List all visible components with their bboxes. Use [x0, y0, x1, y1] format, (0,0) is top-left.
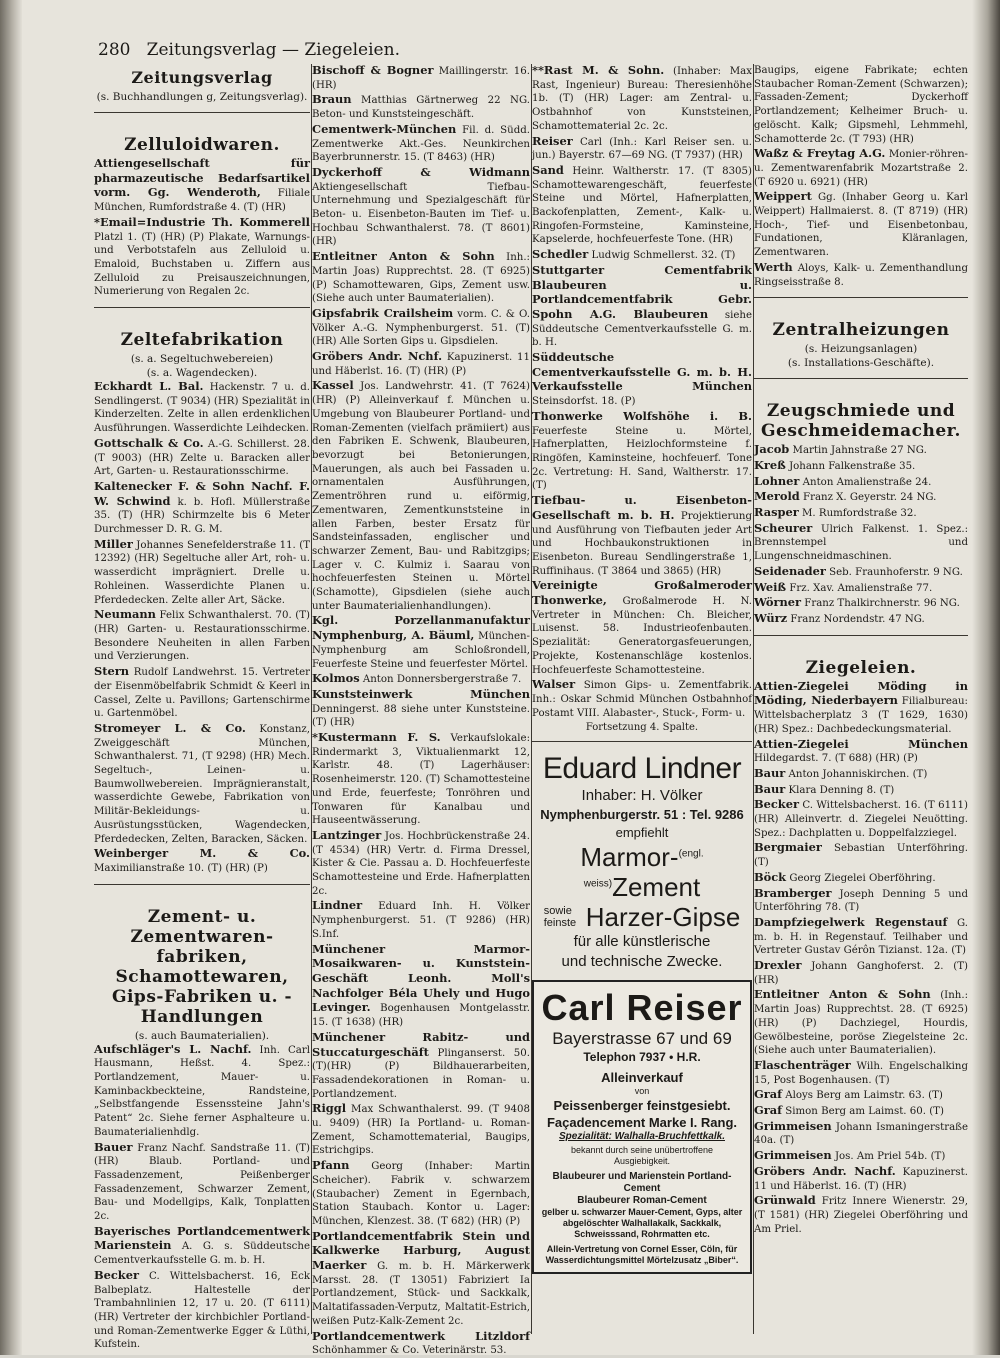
section-heading: Zeugschmiede und Geschmeidemacher.: [761, 401, 961, 442]
entry-details: Wilh. Engelschalking 15, Post Bogenhausen. (T): [754, 1060, 968, 1086]
entry-details: Projektierung und Ausführung von Tiefbauten jeder Art und Hochbaukonstruktionen in Eisenbeton. Bureau Sendlingerstraße 1, Ruffinihaus. (T 3864 und 3865) (HR): [532, 510, 752, 577]
entry-details: Inh. Carl Hausmann, Heßst. 4. Spez.: Portlandzement, Mauer- u. Kaminbackbeckteine, Randsteine, „Selbstfangende Essenssteine Jahn's Patent“ 2c. Siehe ferner Asphalteure u. Baumaterialienhdlg.: [94, 1044, 310, 1138]
entry-details: Schönhammer & Co. Veterinärstr. 53.: [312, 1345, 507, 1357]
entry-details: G. m. b. H. Märkerwerk Marsst. 28. (T 13051) Fabriziert Ia Portlandzement, Stück- und Sackkalk, Maltatifassaden-Verputz, Maltatit-Estrich, weißen Putz-Kalk-Zement 2c.: [312, 1261, 530, 1327]
divider: [754, 378, 968, 379]
entry-details: Jos. Am Priel 54b. (T): [834, 1151, 946, 1163]
entry-firm-name: Scheurer: [754, 520, 813, 535]
entry-firm-name: Dampfziegelwerk Regenstauf: [754, 914, 948, 929]
entry-details: Ulrich Falkenst. 1. Spez.: Brennstempel und Lungenschneidmaschinen.: [754, 523, 968, 563]
entry-details: Johann Falkenstraße 35.: [789, 460, 916, 472]
directory-entry: [754, 190, 968, 260]
entry-details: Anton Donnersbergerstraße 7.: [362, 674, 522, 686]
directory-entry: [754, 612, 968, 627]
entry-firm-name: Reiser: [532, 133, 573, 148]
entry-details: G. m. b. H. in Regenstauf. Teilhaber und Vertreter Gustav Gérôn Tizianst. 12a. (T): [754, 917, 968, 957]
directory-entry: [754, 64, 968, 146]
page-edge: [972, 0, 1000, 1355]
entry-firm-name: Graf: [754, 1103, 783, 1118]
entry-details: Johannes Senefelderstraße 11. (T 12392) (HR) Segeltuche aller Art, roh- u. wasserdicht imprägniert. Drelle u. Rohleinen. Wasserdichte Planen u. Pferdedecken. Zelte aller Art, Säcke.: [94, 539, 310, 606]
entry-firm-name: Grünwald: [754, 1193, 816, 1208]
entry-firm-name: Stromeyer L. & Co.: [94, 720, 246, 735]
directory-entry: [312, 614, 530, 671]
entry-details: Hildegardst. 7. (T 688) (HR) (P): [754, 753, 918, 765]
entry-details: Maximilianstraße 10. (T) (HR) (P): [94, 862, 268, 874]
entry-details: Johann Ganghoferst. 2. (T) (HR): [754, 961, 968, 986]
entry-details: Maillingerstr. 16. (HR): [312, 66, 530, 91]
entry-details: (Inh.: Martin Joas) Rupprechtst. 28. (T 6925) (HR) (P) Dachziegel, Hourdis, Gewölbesteine, poröse Ziegelsteine 2c. (Siehe auch unter Baumaterialien).: [754, 990, 968, 1057]
entry-firm-name: Rasper: [754, 505, 799, 520]
entry-firm-name: Wörner: [754, 595, 801, 610]
entry-firm-name: Lantzinger: [312, 827, 382, 842]
entry-details: Klara Denning 8. (T): [788, 784, 895, 796]
entry-details: Frz. Xav. Amalienstraße 77.: [789, 582, 933, 594]
directory-entry: [312, 1031, 530, 1102]
entry-firm-name: Thonwerke Wolfshöhe i. B.: [532, 408, 752, 423]
directory-entry: [312, 123, 530, 165]
ad-harzer-row: [532, 902, 752, 932]
entry-firm-name: Jacob: [754, 442, 790, 457]
divider: [754, 635, 968, 636]
entry-firm-name: Portlandcementfabrik Stein und Kalkwerke Harburg, August Maerker: [312, 1228, 530, 1273]
directory-entry: [532, 494, 752, 578]
entry-details: Anton Johanniskirchen. (T): [788, 768, 928, 780]
ad-line: für alle künstlerische: [573, 933, 711, 951]
directory-entry: [754, 767, 968, 782]
page-number: 280: [98, 40, 131, 60]
directory-entry: [312, 672, 530, 687]
directory-entry: [532, 351, 752, 409]
section-heading: Zement- u. Zementwaren-fabriken, Schamottewaren, Gips-Fabriken u. -Handlungen: [111, 906, 293, 1027]
entry-details: Georg Ziegelei Oberföhring.: [789, 872, 936, 884]
directory-entry: [532, 579, 752, 677]
entry-firm-name: Weinberger M. & Co.: [94, 846, 310, 861]
directory-entry: [754, 596, 968, 611]
entry-details: Carl (Inh.: Karl Reiser sen. u. jun.) Bayerstr. 67—69 NG. (T 7937) (HR): [532, 136, 752, 162]
entry-details: Franz Thalkirchnerstr. 96 NG.: [804, 598, 960, 610]
ad-marmor-zement: [532, 842, 752, 902]
entry-firm-name: Stuttgarter Cementfabrik Blaubeuren u. Portlandcementfabrik Gebr. Spohn A.G. Blaubeuren: [532, 262, 752, 321]
directory-entry: [312, 166, 530, 249]
entry-details: Aktiengesellschaft Tiefbau-Unternehmung und Spezialgeschäft für Beton- u. Eisenbeton-Bauten im Tief- u. Hochbau Schwanthalerst. 78. (T 8601) (HR): [312, 181, 530, 248]
entry-firm-name: Baur: [754, 765, 786, 780]
ad-owner: Inhaber: H. Völker: [581, 787, 703, 805]
directory-entry: [312, 1102, 530, 1158]
entry-firm-name: Würz: [754, 610, 788, 625]
directory-entry: [754, 738, 968, 766]
directory-entry: [532, 264, 752, 350]
entry-firm-name: Eckhardt L. Bal.: [94, 379, 204, 394]
entry-firm-name: Gipsfabrik Crailsheim: [312, 305, 454, 320]
entry-details: A. G. s. Süddeutsche Cementverkaufsstelle G. m. b. H.: [94, 1241, 310, 1267]
directory-entry: [312, 1159, 530, 1229]
ad-firm-name: Carl Reiser: [541, 987, 743, 1029]
entry-firm-name: Entleitner Anton & Sohn: [312, 249, 495, 264]
entry-details: München-Nymphenburg am Schloßrondell, Feuerfeste Steine und feuerfester Mörtel.: [312, 631, 530, 670]
entry-details: Simon Berg am Laimst. 60. (T): [785, 1106, 944, 1118]
entry-firm-name: Grimmeisen: [754, 1148, 832, 1163]
entry-firm-name: Sand: [532, 162, 564, 177]
directory-entry: [754, 1059, 968, 1087]
ad-line: bekannt durch seine unübertroffene Ausgiebigkeit.: [571, 1145, 713, 1167]
entry-firm-name: Becker: [94, 1267, 139, 1282]
ad-specialty: Spezialität: Walhalla-Bruchfettkalk.: [559, 1131, 725, 1143]
directory-entry: [312, 943, 530, 1030]
directory-entry: [754, 475, 968, 490]
directory-entry: [754, 680, 968, 737]
entry-firm-name: Gröbers Andr. Nachf.: [754, 1163, 896, 1178]
entry-firm-name: Waßz & Freytag A.G.: [754, 146, 886, 161]
section-note: (s. Heizungsanlagen): [804, 343, 918, 356]
entry-details: Aloys, Kalk- u. Zementhandlung Ringseisstraße 8.: [754, 262, 968, 288]
entry-firm-name: Gröbers Andr. Nchf.: [312, 349, 443, 364]
entry-firm-name: Dyckerhoff & Widmann: [312, 164, 530, 179]
entry-details: (Inhaber: Max Rast, Ingenieur) Bureau: Theresienhöhe 1b. (T) (HR) Lager: am Zentral- u. Ostbahnhof von Kunststeinen, Schamottematerial 2c. 2c.: [532, 66, 752, 132]
entry-details: Platzl 1. (T) (HR) (P) Plakate, Warnungs- und Verbotstafeln aus Zelluloid u. Emaloid, Buchstaben u. Ziffern aus Zelluloid zu Preisauszeichnungen, Numerierung von Regalen 2c.: [94, 231, 310, 298]
entry-details: Aloys Berg am Laimstr. 63. (T): [785, 1090, 943, 1102]
entry-firm-name: Kassel: [312, 378, 354, 393]
ad-address: Nymphenburgerstr. 51 : Tel. 9286: [540, 807, 744, 823]
entry-details: Baugips, eigene Fabrikate; echten Staubacher Roman-Zement (Schwarzen); Fassaden-Zement; Dyckerhoff Portlandzement; Kelheimer Bruch- u. gelöscht. Kalk; Gipsmehl, Lehmmehl, Schamotterde 2c. (T 793) (HR): [754, 65, 968, 145]
directory-entry: [754, 1149, 968, 1164]
directory-entry: [754, 490, 968, 505]
directory-entry: [532, 678, 752, 720]
directory-entry: [94, 437, 310, 479]
entry-list: [94, 380, 310, 876]
divider: [94, 112, 310, 113]
running-title: Zeitungsverlag — Ziegeleien.: [146, 40, 400, 60]
directory-entry: [312, 64, 530, 92]
divider: [94, 307, 310, 308]
ad-line: Allein-Vertretung von Cornel Esser, Cöln, für Wasserdichtungsmittel Mörtelzusatz „Biber“.: [545, 1244, 739, 1266]
column-4: [754, 64, 968, 1334]
entry-firm-name: Lindner: [312, 898, 363, 913]
entry-details: Großalmerode H. N. Vertreter in München: Ch. Bleicher, Luisenst. 58. Industrieofenbauten. Spezialität: Generatorgasfeuerungen, Projekte, Kostenanschläge kostenlos. Hochfeuerfeste Schamottesteine.: [532, 596, 752, 676]
entry-firm-name: Bergmaier: [754, 840, 822, 855]
ad-telephone: Telephon 7937 • H.R.: [583, 1050, 701, 1065]
entry-details: M. Rumfordstraße 32.: [801, 508, 917, 520]
entry-details: Seb. Fraunhoferstr. 9 NG.: [829, 566, 963, 578]
entry-details: Felix Schwanthalerst. 70. (T) (HR) Garten- u. Restaurationsschirme. Besondere Neuheiten in allen Farben und Verzierungen.: [94, 610, 310, 663]
entry-firm-name: Bayerisches Portlandcementwerk Marienstein: [94, 1223, 310, 1253]
directory-entry: [754, 988, 968, 1058]
entry-details: A.-G. Schillerst. 28. (T 9003) (HR) Zelte u. Baracken aller Art, Garten- u. Restaurationsschirme.: [94, 438, 310, 478]
entry-firm-name: Portlandcementwerk Litzldorf: [312, 1328, 530, 1343]
directory-entry: [754, 798, 968, 840]
entry-firm-name: Kaltenecker F. & Sohn Nachf. F. W. Schwind: [94, 478, 310, 508]
section-heading: Zentralheizungen: [772, 320, 950, 341]
directory-entry: [754, 506, 968, 521]
entry-firm-name: Münchener Rabitz- und Stuccaturgeschäft: [312, 1029, 530, 1059]
directory-entry: [94, 538, 310, 608]
ad-marmor: Marmor-: [580, 842, 679, 873]
advertisement-lindner: [532, 748, 752, 976]
continuation-note: Fortsetzung 4. Spalte.: [585, 722, 699, 734]
section-note: (s. a. Segeltuchwebereien): [130, 353, 274, 366]
entry-firm-name: Bauer: [94, 1139, 133, 1154]
entry-firm-name: Attien-Ziegelei München: [754, 736, 968, 751]
directory-entry: [312, 93, 530, 121]
ad-line: Blaubeurer Roman-Cement: [577, 1195, 707, 1207]
entry-details: Plinganserst. 50. (T)(HR) (P) Bildhauerarbeiten, Fassadendekorationen in Roman- u. Portlandzement.: [312, 1047, 530, 1100]
running-header: [98, 40, 400, 60]
entry-list: [754, 64, 968, 289]
ad-line: Peissenberger feinstgesiebt.: [553, 1098, 731, 1114]
entry-firm-name: Baur: [754, 781, 786, 796]
directory-entry: [94, 480, 310, 537]
entry-firm-name: Münchener Marmor-Mosaikwaren- u. Kunststein-Geschäft Leonh. Moll's Nachfolger Béla Uhely und Hugo Levinger.: [312, 941, 530, 1015]
column-1: [94, 64, 310, 1351]
entry-firm-name: Pfann: [312, 1158, 350, 1173]
directory-entry: [94, 380, 310, 436]
entry-firm-name: Riggl: [312, 1101, 347, 1116]
section-note: (s. a. Wagendecken).: [146, 367, 258, 380]
directory-entry: [94, 847, 310, 875]
entry-firm-name: Süddeutsche Cementverkaufsstelle G. m. b. H. Verkaufsstelle München: [532, 350, 752, 394]
section-note: (s. Buchhandlungen g, Zeitungsverlag).: [96, 91, 308, 103]
entry-list: [754, 443, 968, 626]
entry-details: C. Wittelsbacherst. 16, Eck Balbeplatz. Haltestelle der Trambahnlinien 12, 17 u. 20. (T 6111) (HR) Vertreter der kirchbichler Portland- und Roman-Zementwerke Egger & Lüthi, Kufstein.: [94, 1270, 310, 1351]
directory-entry: [754, 261, 968, 289]
entry-firm-name: *Kustermann F. S.: [312, 730, 441, 745]
ad-line: und technische Zwecke.: [561, 953, 723, 971]
entry-firm-name: Böck: [754, 869, 787, 884]
directory-entry: [754, 959, 968, 987]
directory-entry: [312, 350, 530, 378]
entry-details: vorm. C. & O. Völker A.-G. Nymphenburgerst. 51. (T) (HR) Alle Sorten Gips u. Gipsdielen.: [312, 308, 530, 348]
entry-firm-name: Grimmeisen: [754, 1118, 832, 1133]
entry-firm-name: Seidenader: [754, 563, 826, 578]
section-note: (s. auch Baumaterialien).: [134, 1029, 270, 1042]
directory-entry: [94, 1269, 310, 1352]
book-spine: [0, 0, 22, 1355]
entry-firm-name: Weippert: [754, 189, 812, 204]
entry-details: Bogenhausen Montgelasstr. 15. (T 1638) (HR): [312, 1003, 530, 1029]
entry-details: Monier-röhren- u. Zementwarenfabrik Mozartstraße 2. (T 6920 u. 6921) (HR): [754, 149, 969, 188]
ad-address: Bayerstrasse 67 und 69: [552, 1029, 732, 1049]
column-2: [312, 63, 531, 1357]
entry-firm-name: Attiengesellschaft für pharmazeutische Bedarfsartikel vorm. Gg. Wenderoth,: [94, 156, 310, 200]
entry-details: Jos. Landwehrstr. 41. (T 7624) (HR) (P) Alleinverkauf f. München u. Umgebung von Blaubeurer Portland- und Roman-Zementen (vielfach prämiiert) aus den Fabriken E. Schwenk, Blaubeuren, bevorzugt bei Betonierungen, Mauerungen, als auch bei Fassaden u. ornamentalen Ausführungen, Zementröhren rund u. eiförmig, Zementwaren, Zementkunststeine in allen Farben, bester Ersatz für Sandsteinfassaden, englischer und schwarzer Zement, Bau- und Rabitzgips; Lager v. C. Kulmiz i. Saarau von hochfeuerfesten Steinen u. Mörtel (Schamotte), Gipsdielen (siehe auch unter Baumaterialienhandlungen).: [312, 381, 530, 612]
divider: [532, 741, 752, 742]
entry-details: Kapuzinerst. 11 und Häberlst. 16. (T) (HR): [754, 1166, 968, 1192]
entry-firm-name: Flaschenträger: [754, 1057, 851, 1072]
entry-details: Filiale München, Rumfordstraße 4. (T) (HR): [94, 188, 310, 214]
ad-firm-name: Eduard Lindner: [542, 752, 742, 786]
directory-entry: [532, 135, 752, 163]
section-heading: Zeitungsverlag: [131, 68, 273, 87]
directory-entry: [312, 250, 530, 306]
directory-entry: [754, 459, 968, 474]
entry-details: Feuerfeste Steine u. Mörtel, Hafnerplatten, Heizlochformsteine f. Ringöfen, Kaminsteine, hochfeuerf. Tone 2c. Vertretung: H. Sand, Waltherstr. 17. (T): [532, 425, 752, 492]
entry-firm-name: Braun: [312, 92, 352, 107]
directory-entry: [94, 1225, 310, 1268]
entry-firm-name: Kolmos: [312, 671, 360, 686]
advertisement-reiser: [532, 980, 752, 1274]
entry-details: Johann Ismaningerstraße 40a. (T): [754, 1121, 968, 1147]
directory-entry: [94, 216, 310, 299]
entry-details: C. Wittelsbacherst. 16. (T 6111) (HR) Alleinvertr. d. Ziegelei Neuötting. Spez.: Dachplatten u. Doppelfalzziegel.: [754, 800, 968, 839]
entry-details: Eduard Inh. H. Völker Nymphenburgerst. 51. (T 9286) (HR) S.Inf.: [312, 901, 530, 940]
entry-details: Georg (Inhaber: Martin Scheicher). Fabrik v. schwarzem (Staubacher) Zement in Egernbach, Station Staubach. Kontor u. Lager: München, Klenzest. 38. (T 682) (HR) (P): [312, 1161, 530, 1227]
directory-entry: [312, 307, 530, 349]
section-heading: Ziegeleien.: [805, 657, 917, 678]
directory-entry: [754, 1165, 968, 1193]
entry-details: Franz X. Geyerstr. 24 NG.: [803, 492, 937, 504]
ad-line: Blaubeurer und Marienstein Portland-Cement: [552, 1171, 732, 1195]
entry-firm-name: Schedler: [532, 247, 589, 262]
entry-firm-name: Drexler: [754, 958, 802, 973]
entry-details: Fil. d. Südd. Zementwerke Akt.-Ges. Neunkirchen Bayerbrunnerstr. 15. (T 8463) (HR): [312, 124, 530, 164]
ad-harzer: Harzer-Gipse: [585, 902, 741, 933]
entry-details: k. b. Hofl. Müllerstraße 35. (T) (HR) Schirmzelte bis 6 Meter Durchmesser D. R. G. M.: [94, 496, 310, 536]
directory-entry: [532, 164, 752, 247]
directory-entry: [532, 64, 752, 134]
entry-details: Heinr. Waltherstr. 17. (T 8305) Schamottewarengeschäft, feuerfeste Steine und Mörtel, Hafnerplatten, Backofenplatten, Zement-, Kalk- u. Ringofen-Formsteine, Kaminsteine, Kapselerde, hochfeuerfeste Tone. (HR): [532, 165, 752, 246]
entry-details: Rudolf Landwehrst. 15. Vertreter der Eisenmöbelfabrik Schmidt & Keerl in Cassel, Zelte u. Pavillons; Gartenschirme u. Gartenmöbel.: [94, 667, 310, 720]
directory-entry: [94, 157, 310, 215]
entry-details: Franz Nachf. Sandstraße 11. (T) (HR) Blaub. Portland- und Fassadenzement, Peißenberger Fassadenzement, Schwarzer Zement, Bau- und Modellgips, Kalk, Tonplatten 2c.: [94, 1142, 310, 1223]
ad-von: von: [634, 1086, 650, 1097]
ad-alleinverkauf: Alleinverkauf: [601, 1070, 683, 1086]
entry-firm-name: Becker: [754, 797, 799, 812]
entry-list: [754, 680, 968, 1237]
entry-firm-name: Kunststeinwerk München: [312, 686, 530, 701]
entry-details: Martin Jahnstraße 27 NG.: [792, 445, 927, 457]
ad-engl-weiss: (engl. weiss): [583, 848, 704, 890]
entry-details: Franz Nordendstr. 47 NG.: [790, 613, 925, 625]
column-3: [532, 64, 752, 1334]
entry-firm-name: Merold: [754, 489, 800, 504]
directory-entry: [312, 379, 530, 613]
ad-line: Façadencement Marke I. Rang.: [546, 1115, 737, 1131]
entry-firm-name: Miller: [94, 536, 133, 551]
entry-details: Denningerst. 88 siehe unter Kunststeine. (T) (HR): [312, 703, 530, 729]
entry-details: Verkaufslokale: Rindermarkt 3, Viktualienmarkt 12, Karlstr. 48. (T) Lagerhäuser: Rosenheimerstr. 120. (T) Schamottesteine und Erde, feuerfeste; Tonröhren und Tonwaren für Kanalbau und Hauseentwässerung.: [312, 733, 531, 827]
directory-entry: [754, 443, 968, 458]
section-heading: Zeltefabrikation: [120, 330, 284, 351]
divider: [94, 884, 310, 885]
entry-details: Anton Amalienstraße 24.: [802, 476, 932, 488]
entry-firm-name: Walser: [532, 677, 576, 692]
directory-entry: [754, 1088, 968, 1103]
directory-entry: [754, 1194, 968, 1236]
directory-entry: [754, 841, 968, 869]
entry-list: [312, 64, 530, 1358]
directory-entry: [754, 565, 968, 580]
entry-firm-name: Stern: [94, 664, 130, 679]
entry-firm-name: *Email=Industrie Th. Kommerell: [94, 214, 310, 229]
entry-details: Fritz Innere Wienerstr. 29, (T 1581) (HR) Ziegelei Oberföhring und Am Priel.: [754, 1196, 968, 1235]
directory-entry: [94, 608, 310, 664]
directory-entry: [94, 1141, 310, 1224]
directory-entry: [312, 1330, 530, 1358]
entry-firm-name: Werth: [754, 259, 793, 274]
entry-firm-name: Lohner: [754, 473, 800, 488]
directory-entry: [312, 731, 530, 828]
ad-recommends: empfiehlt: [615, 825, 669, 841]
directory-entry: [312, 688, 530, 730]
entry-details: Inh.: Martin Joas) Rupprechtst. 28. (T 6925) (P) Schamottewaren, Gips, Zement usw. (Siehe auch unter Baumaterialien).: [312, 252, 530, 305]
directory-entry: [312, 899, 530, 941]
entry-list: [94, 157, 310, 299]
entry-firm-name: Tiefbau- u. Eisenbeton-Gesellschaft m. b. H.: [532, 493, 752, 522]
entry-firm-name: Kreß: [754, 457, 786, 472]
entry-firm-name: Entleitner Anton & Sohn: [754, 987, 931, 1002]
entry-firm-name: Graf: [754, 1087, 783, 1102]
entry-firm-name: **Rast M. & Sohn.: [532, 63, 665, 77]
entry-list: [532, 64, 752, 720]
entry-firm-name: Neumann: [94, 607, 156, 622]
entry-firm-name: Cementwerk-München: [312, 121, 457, 136]
entry-details: Hackenstr. 7 u. d. Sendlingerst. (T 9034) (HR) Spezialität in Kinderzelten. Zelte in allen erdenklichen Ausführungen. Wasserdichte Leihdecken.: [94, 382, 310, 435]
entry-details: Konstanz, Zweiggeschäft München, Schwanthalerst. 71, (T 9298) (HR) Mech. Segeltuch-, Leinen- u. Baumwollwebereien. Imprägnieranstalt, wasserdichte Gewebe, Fabrikation von Militär-Bekleidungs- u. Ausrüstungsstücken, Wagendecken, Pferdedecken, Zelten, Baracken, Säcken.: [94, 723, 310, 845]
entry-firm-name: Aufschläger's L. Nachf.: [94, 1041, 252, 1056]
ad-sowie: sowie feinste: [543, 905, 577, 930]
directory-entry: [312, 829, 530, 899]
ad-zement: Zement: [612, 872, 701, 903]
entry-firm-name: Gottschalk & Co.: [94, 435, 204, 450]
directory-entry: [94, 665, 310, 721]
directory-entry: [754, 887, 968, 915]
entry-details: Simon Gips- u. Zementfabrik. Inh.: Oskar Schmid München Ostbahnhof Postamt VIII. Alabaster-, Stuck-, Form- u.: [532, 680, 752, 719]
entry-details: Sebastian Unterföhring. (T): [754, 843, 968, 869]
entry-list: [94, 1043, 310, 1352]
entry-details: Filialbureau: Wittelsbacherplatz 3 (T 1629, 1630) (HR) Spez.: Dachbedeckungsmaterial.: [754, 696, 968, 735]
entry-firm-name: Bramberger: [754, 885, 832, 900]
entry-details: Joseph Denning 5 und Unterföhring 78. (T): [754, 888, 968, 914]
section-note: (s. Installations-Geschäfte).: [787, 357, 935, 370]
entry-firm-name: Weiß: [754, 579, 787, 594]
directory-entry: [754, 147, 968, 189]
directory-entry: [754, 1104, 968, 1119]
entry-details: Kapuzinerst. 11 und Häberlst. 16. (T) (HR) (P): [312, 352, 530, 377]
directory-entry: [94, 722, 310, 846]
directory-entry: [532, 410, 752, 493]
entry-firm-name: Attien-Ziegelei Möding in Möding, Niederbayern: [754, 678, 968, 708]
entry-firm-name: Vereinigte Großalmeroder Thonwerke,: [532, 578, 752, 608]
entry-details: Matthias Gärtnerweg 22 NG. Beton- und Kunststeingeschäft.: [312, 95, 530, 121]
entry-details: siehe Süddeutsche Cementverkaufsstelle G. m. b. H.: [532, 309, 752, 349]
directory-entry: [312, 1230, 530, 1329]
entry-firm-name: Bischoff & Bogner: [312, 63, 434, 77]
directory-entry: [754, 871, 968, 886]
directory-entry: [754, 916, 968, 958]
entry-details: Gg. (Inhaber Georg u. Karl Weippert) Hallmaierst. 8. (T 8719) (HR) Hoch-, Tief- und Eisenbetonbau, Fundationen, Kläranlagen, Zementwaren.: [754, 192, 968, 259]
directory-entry: [754, 522, 968, 564]
directory-entry: [754, 783, 968, 798]
ad-line: gelber u. schwarzer Mauer-Cement, Gyps, alter abgelöschter Walhallakalk, Sackkalk, Schweisssand, Rohrmatten etc.: [541, 1207, 743, 1240]
entry-firm-name: Kgl. Porzellanmanufaktur Nymphenburg, A. Bäuml,: [312, 613, 530, 643]
entry-details: Steinsdorfst. 18. (P): [532, 396, 636, 408]
section-heading: Zelluloidwaren.: [124, 135, 280, 155]
directory-entry: [754, 1120, 968, 1148]
directory-entry: [754, 581, 968, 596]
directory-entry: [532, 248, 752, 263]
entry-details: Jos. Hochbrückenstraße 24. (T 4534) (HR) Vertr. d. Firma Dressel, Kister & Cie. Passau a. D. Hochfeuerfeste Schamottesteine und Erde. Hafnerplatten 2c.: [312, 830, 530, 897]
entry-details: Ludwig Schmellerst. 32. (T): [591, 250, 736, 262]
directory-entry: [94, 1043, 310, 1140]
divider: [754, 297, 968, 298]
entry-details: Max Schwanthalerst. 99. (T 9408 u. 9409) (HR) Ia Portland- u. Roman-Zement, Schamottematerial, Baugips, Estrichgips.: [312, 1104, 530, 1157]
